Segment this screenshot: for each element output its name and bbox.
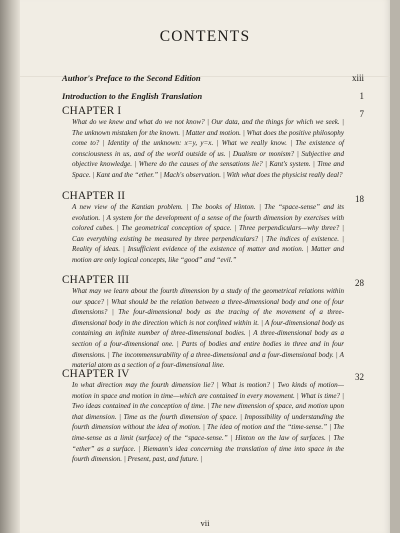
chapter-heading: CHAPTER I — [62, 105, 122, 117]
chapter-page: 28 — [355, 278, 364, 288]
toc-entry-introduction: Introduction to the English Translation — [62, 91, 203, 101]
chapter-summary: What do we knew and what do we not know? | Our data, and the things for which we seek. | The unknown mistaken for the known. | Matter and motion. | What does the positive philosophy come to? | Identity of the unknown: x=y, y=x. | What we really know. | The existence of consciousness in us, and of the world outside of us. | Dualism or monism? | Subjective and objective knowledge. | Where do the causes of the sensations lie? | Kant's system. | Time and Space. | Kant and the “ether.” | Mach's observation. | With what does the physicist really deal? — [72, 118, 344, 179]
chapter-page: 18 — [355, 194, 364, 204]
chapter-heading: CHAPTER IV — [62, 368, 130, 380]
chapter-heading: CHAPTER III — [62, 274, 130, 286]
page-title: CONTENTS — [159, 28, 251, 45]
page-folio: vii — [200, 518, 210, 528]
book-page — [20, 0, 390, 533]
book-gutter — [0, 0, 20, 533]
chapter-summary: What may we learn about the fourth dimension by a study of the geometrical relations within our space? | What should be the relation between a three-dimensional body and one of four dimensions? | The four-dimensional body as the tracing of the movement of a three-dimensional body in the direction which is not confined within it. | A four-dimensional body as containing an infinite number of three-dimensional bodies. | A three-dimensional body as a section of a four-dimensional one. | Parts of bodies and entire bodies in three and in four dimensions. | The incommensurability of a three-dimensional and a four-dimensional body. | A material atom as a section of a four-dimensional line. — [72, 287, 344, 370]
toc-page-preface: xiii — [351, 73, 364, 83]
chapter-page: 32 — [355, 372, 364, 382]
toc-page-introduction: 1 — [359, 91, 364, 101]
toc-entry-preface: Author's Preface to the Second Edition — [62, 73, 201, 83]
chapter-page: 7 — [359, 109, 364, 119]
chapter-heading: CHAPTER II — [62, 190, 126, 202]
chapter-summary: A new view of the Kantian problem. | The books of Hinton. | The “space-sense” and its evolution. | A system for the development of a sense of the fourth dimension by exercises with colored cubes. | The geometrical conception of space. | Three perpendiculars—why three? | Can everything existing be measured by three perpendiculars? | The indices of existence. | Reality of ideas. | Insufficient evidence of the existence of matter and motion. | Matter and motion are only logical concepts, like “good” and “evil.” — [72, 203, 344, 264]
chapter-summary: In what direction may the fourth dimension lie? | What is motion? | Two kinds of motion—motion in space and motion in time—which are contained in every movement. | What is time? | Two ideas contained in the conception of time. | The new dimension of space, and motion upon that dimension. | Time as the fourth dimension of space. | Impossibility of understanding the fourth dimension without the idea of motion. | The idea of motion and the “time-sense.” | The time-sense as a limit (surface) of the “space-sense.” | Hinton on the law of surfaces. | The “ether” as a surface. | Riemann's idea concerning the translation of time into space in the fourth dimension. | Present, past, and future. | — [72, 381, 344, 464]
